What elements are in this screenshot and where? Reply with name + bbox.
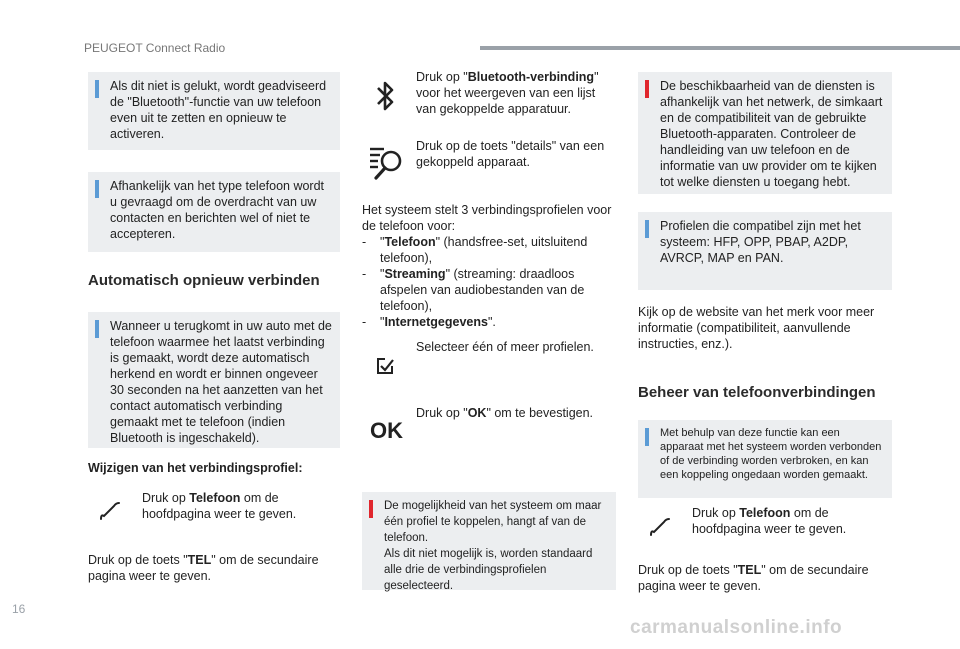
info-text: Als dit niet is gelukt, wordt geadviseerd de "Bluetooth"-functie van uw telefoon even uit te zetten en opnieuw te activeren.: [110, 79, 327, 141]
info-marker-icon: [95, 320, 99, 338]
website-text: Kijk op de website van het merk voor meer informatie (compatibiliteit, aanvullende instructies, enz.).: [638, 305, 875, 351]
section-title-manage-connections: Beheer van telefoonverbindingen: [638, 384, 876, 401]
info-box-transfer-contacts: [88, 172, 340, 252]
list-item: - "Telefoon" (handsfree-set, uitsluitend telefoon),: [362, 235, 588, 265]
watermark: carmanualsonline.info: [630, 617, 843, 638]
subheading-change-profile: Wijzigen van het verbindingsprofiel:: [88, 461, 303, 475]
warning-text: Als dit niet mogelijk is, worden standaard alle drie de verbindingsprofielen geselecteerd.: [384, 548, 593, 592]
info-text: Met behulp van deze functie kan een apparaat met het systeem worden verbonden of de verbinding worden verbroken, en kan een koppeling ongedaan worden gemaakt.: [660, 427, 882, 481]
step-tel-text: Druk op de toets "TEL" om de secundaire pagina weer te geven.: [88, 553, 319, 583]
step-telefoon-text: Druk op Telefoon om de hoofdpagina weer te geven.: [142, 491, 297, 521]
warning-box-profiles: [362, 492, 616, 590]
warning-text: De mogelijkheid van het systeem om maar één profiel te koppelen, hangt af van de telefoon.: [384, 500, 602, 544]
checkbox-icon: [372, 354, 398, 378]
info-box-auto-reconnect: [88, 312, 340, 448]
ok-icon: OK: [370, 418, 403, 443]
page-number: 16: [12, 602, 26, 616]
profiles-intro: Het systeem stelt 3 verbindingsprofielen voor de telefoon voor:: [362, 203, 612, 233]
telephone-icon: [646, 512, 676, 542]
step-telefoon-text: Druk op Telefoon om de hoofdpagina weer te geven.: [692, 506, 847, 536]
info-box-manage-connections: [638, 420, 892, 498]
info-marker-icon: [95, 180, 99, 198]
header-bar: [480, 46, 960, 50]
bluetooth-icon: [366, 72, 406, 120]
info-marker-icon: [645, 428, 649, 446]
warning-box-services: [638, 72, 892, 194]
warning-marker-icon: [645, 80, 649, 98]
step-details-text: Druk op de toets "details" van een gekoppeld apparaat.: [416, 139, 605, 169]
details-icon: [366, 140, 410, 184]
step-ok-text: Druk op "OK" om te bevestigen.: [416, 406, 594, 420]
info-text: Wanneer u terugkomt in uw auto met de telefoon waarmee het laatst verbinding is gemaakt, wordt deze automatisch herkend en wordt er binnen ongeveer 30 seconden na het aanzetten van het contact automatisch verbinding gemaakt met te telefoon (indien Bluetooth is ingeschakeld).: [110, 319, 332, 445]
warning-marker-icon: [369, 500, 373, 518]
info-text: Afhankelijk van het type telefoon wordt u gevraagd om de overdracht van uw contacten en berichten wel of niet te accepteren.: [110, 179, 325, 241]
step-bluetooth-text: Druk op "Bluetooth-verbinding" voor het weergeven van een lijst van gekoppelde apparatuur.: [416, 70, 599, 116]
profiles-list: [362, 234, 612, 330]
section-title-auto-reconnect: Automatisch opnieuw verbinden: [88, 272, 320, 289]
step-select-text: Selecteer één of meer profielen.: [416, 340, 594, 354]
info-text: Profielen die compatibel zijn met het systeem: HFP, OPP, PBAP, A2DP, AVRCP, MAP en PAN.: [660, 219, 861, 265]
list-item: - "Streaming" (streaming: draadloos afspelen van audiobestanden van de telefoon),: [362, 267, 585, 313]
warning-text: De beschikbaarheid van de diensten is afhankelijk van het netwerk, de simkaart en de compatibiliteit van de gebruikte Bluetooth-apparaten. Controleer de handleiding van uw telefoon en de informatie van uw provider om te kijken tot welke diensten u toegang hebt.: [660, 79, 883, 189]
info-box-compatible-profiles: [638, 212, 892, 290]
step-tel-text: Druk op de toets "TEL" om de secundaire pagina weer te geven.: [638, 563, 869, 593]
info-marker-icon: [645, 220, 649, 238]
running-header: PEUGEOT Connect Radio: [84, 41, 226, 55]
list-item: - "Internetgegevens".: [362, 315, 496, 329]
telephone-icon: [96, 496, 126, 526]
info-box-reactivate-bluetooth: [88, 72, 340, 150]
info-marker-icon: [95, 80, 99, 98]
